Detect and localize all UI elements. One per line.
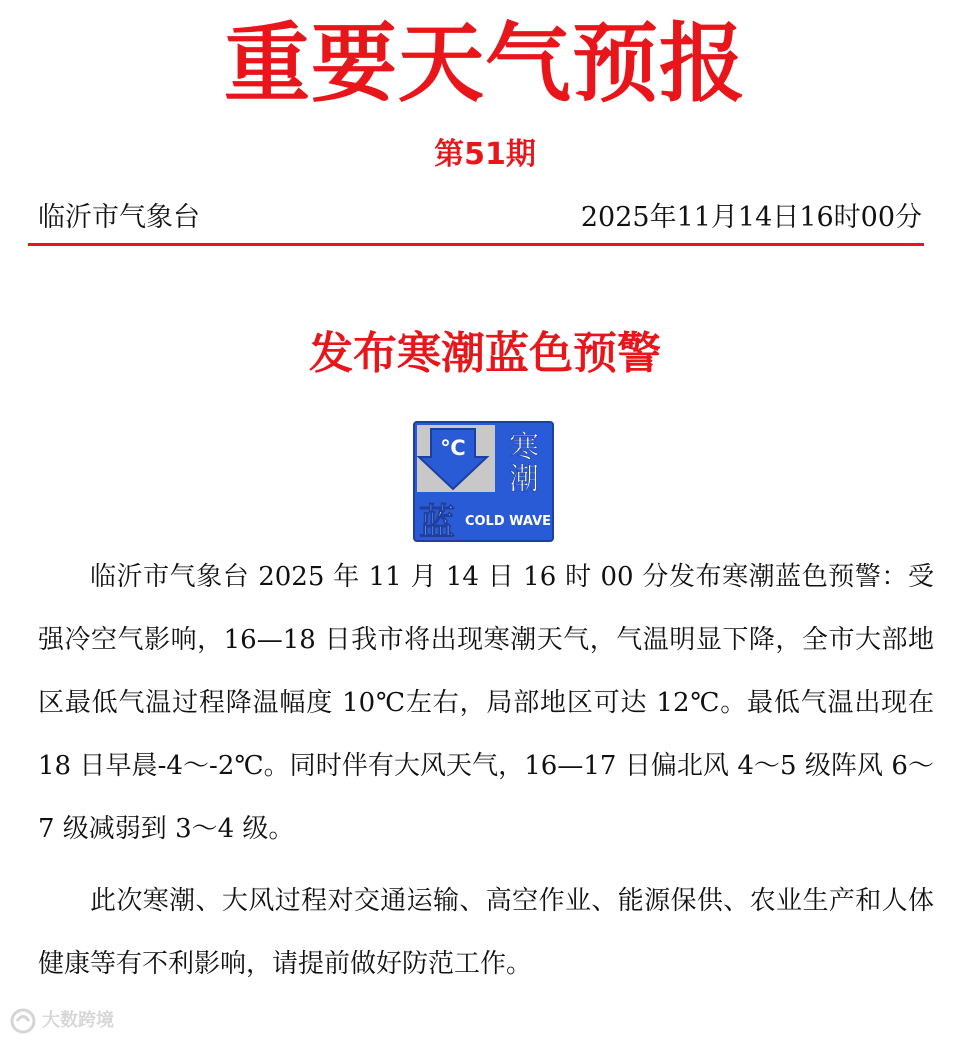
body-paragraph-2: 此次寒潮、大风过程对交通运输、高空作业、能源保供、农业生产和人体健康等有不利影响，请提前做好防范工作。: [38, 886, 934, 979]
warning-level-char: 蓝: [418, 502, 456, 542]
warning-icon-graphic: [413, 421, 554, 542]
issue-datetime: 2025年11月14日16时00分: [580, 202, 922, 233]
warning-english-label: COLD WAVE: [464, 514, 552, 529]
cold-wave-blue-warning-icon: [413, 421, 554, 542]
warning-headline: 发布寒潮蓝色预警: [309, 328, 661, 379]
watermark: [8, 1006, 114, 1036]
meta-row: [38, 198, 922, 238]
issue-number: 第51期: [434, 137, 536, 172]
brand-logo-icon: [8, 1006, 38, 1036]
report-title: 重要天气预报: [224, 14, 746, 114]
warning-type-char-1: 寒: [509, 430, 539, 465]
warning-type-char-2: 潮: [509, 462, 539, 497]
header-divider: [28, 243, 924, 246]
celsius-symbol: ℃: [440, 436, 466, 460]
warning-body: [38, 546, 934, 996]
body-paragraph-1: 临沂市气象台 2025 年 11 月 14 日 16 时 00 分发布寒潮蓝色预警：受强冷空气影响，16—18 日我市将出现寒潮天气，气温明显下降，全市大部地区最低气温过程降温幅度 10℃左右，局部地区可达 12℃。最低气温出现在 18 日早晨-4～-2℃。同时伴有大风天气，16—17 日偏北风 4～5 级阵风 6～7 级减弱到 3～4 级。: [38, 562, 934, 844]
issuer: 临沂市气象台: [38, 202, 200, 233]
watermark-text: 大数跨境: [42, 1010, 114, 1031]
